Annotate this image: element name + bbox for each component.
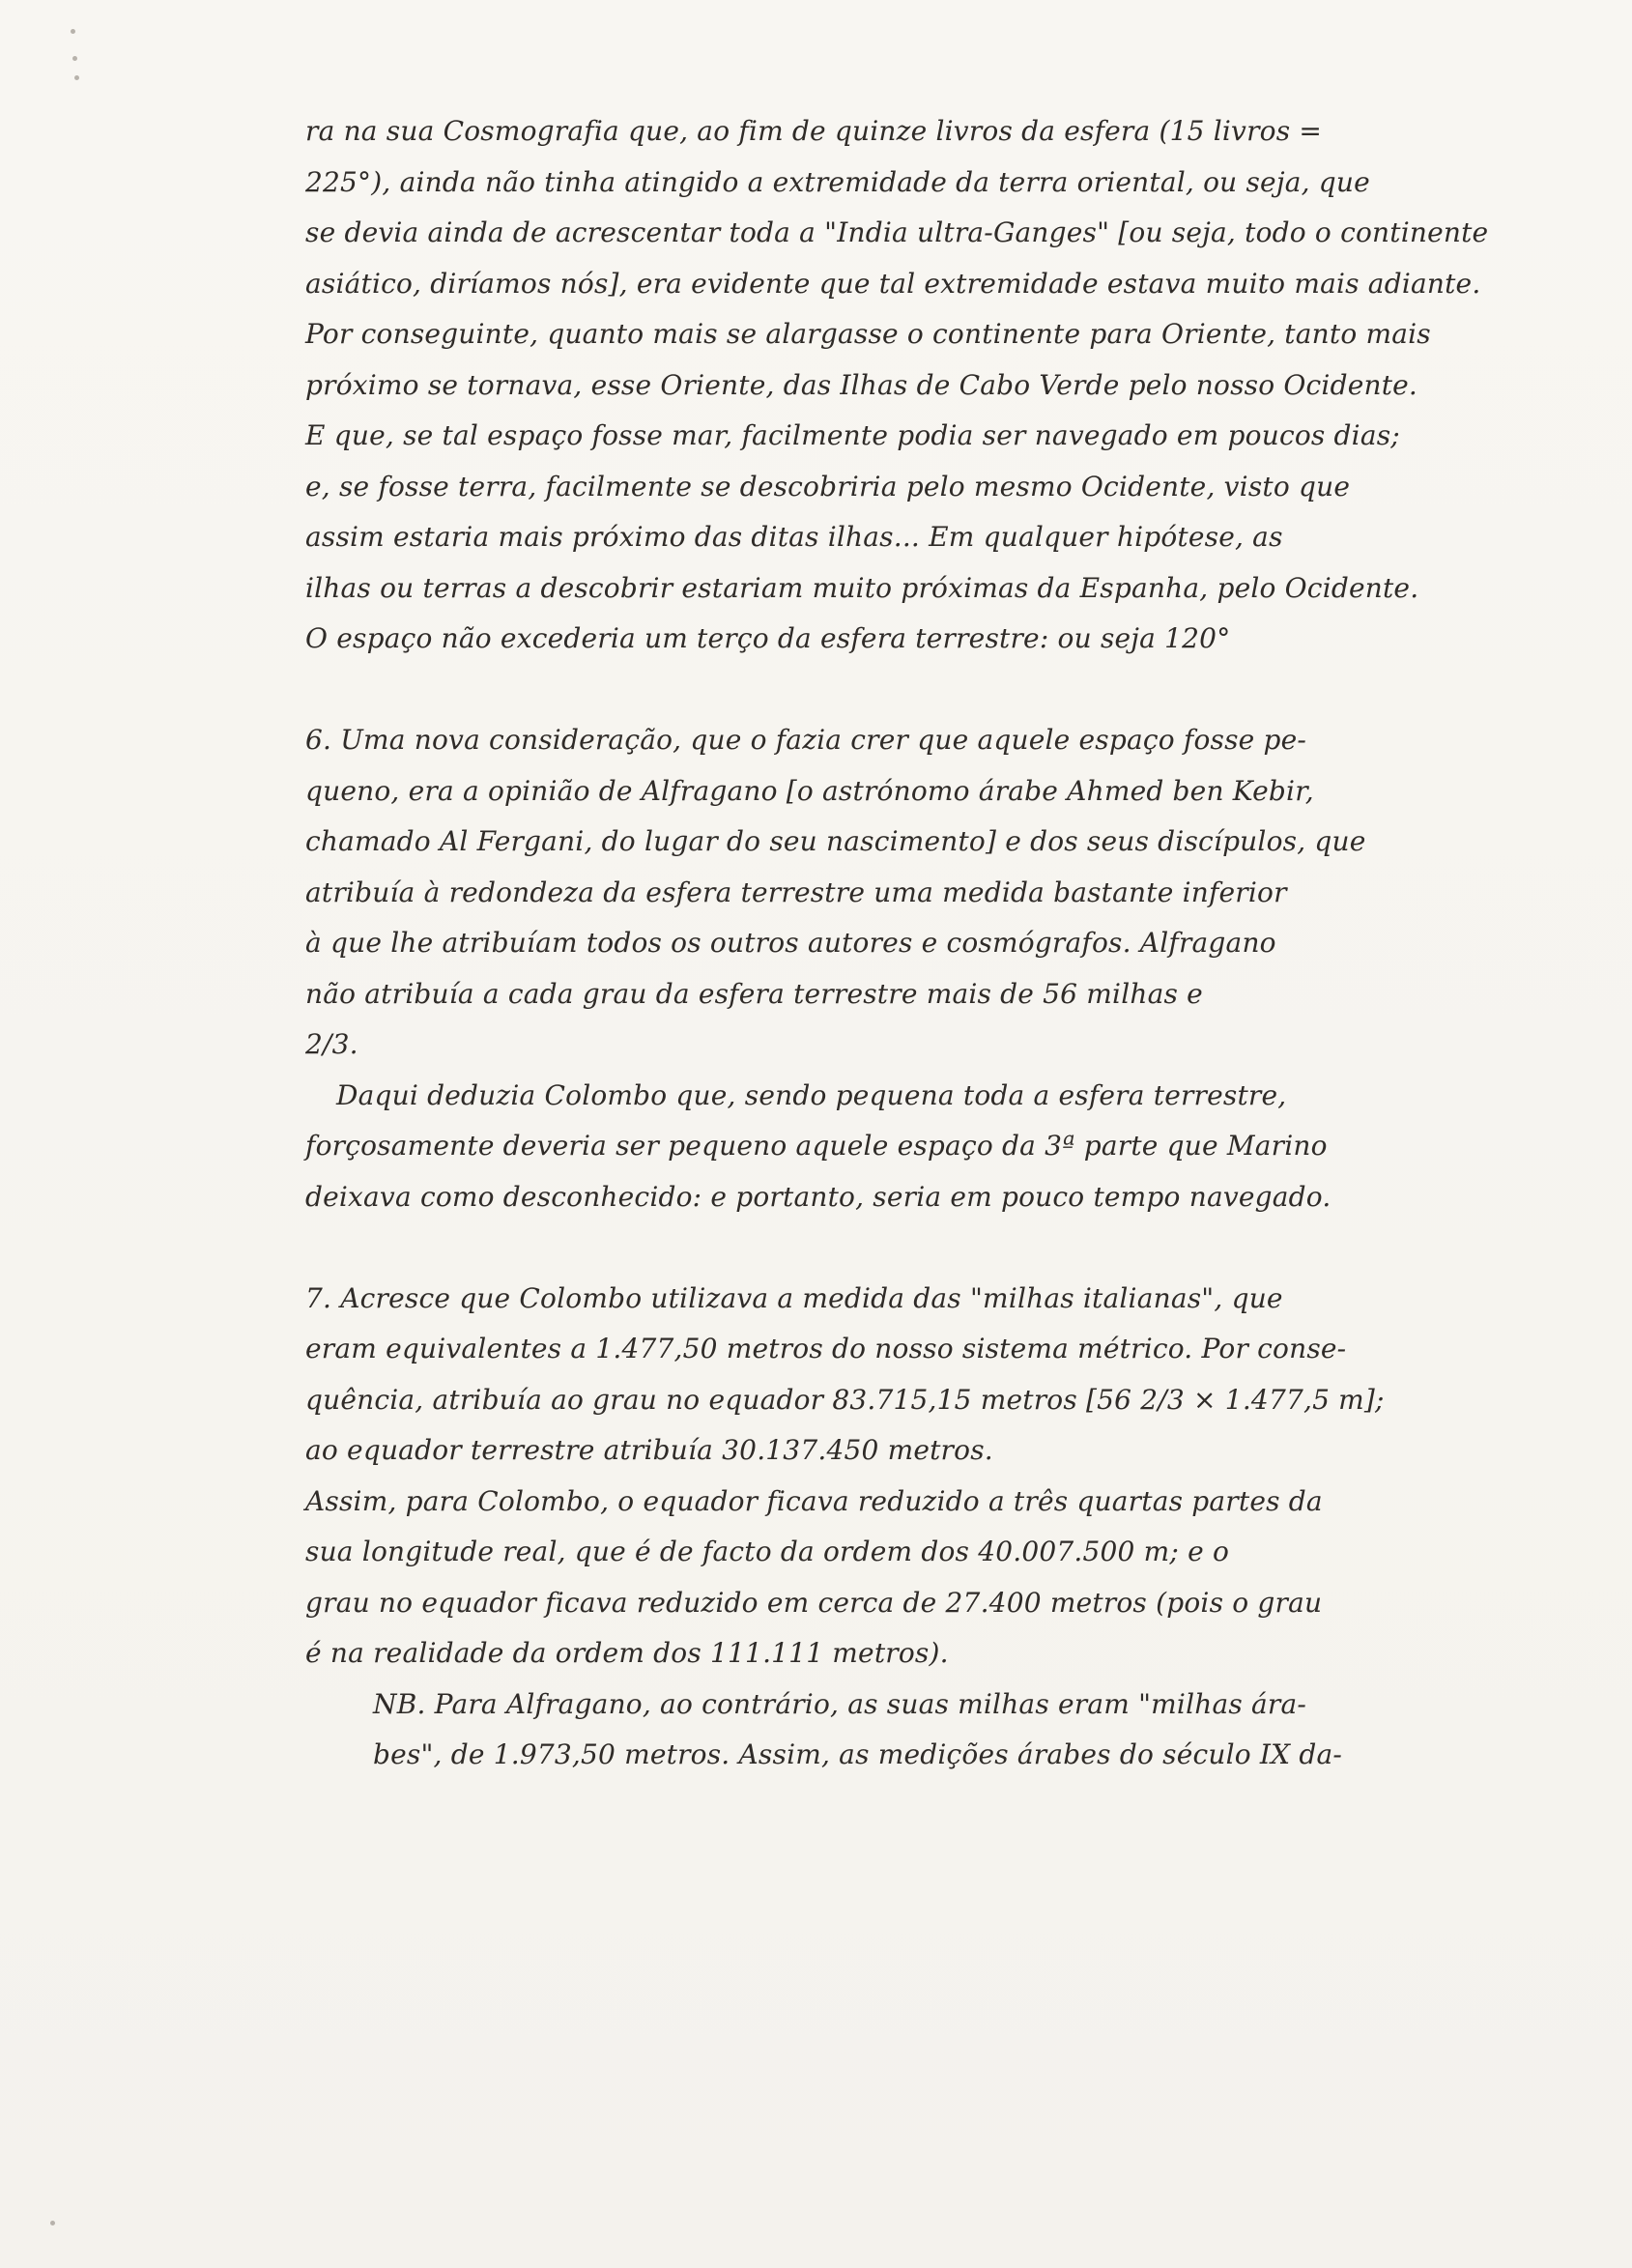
paragraph-gap — [305, 1222, 1581, 1274]
text-line: forçosamente deveria ser pequeno aquele espaço da 3ª parte que Marino — [305, 1130, 1328, 1162]
text-line: à que lhe atribuíam todos os outros autores e cosmógrafos. Alfragano — [305, 927, 1276, 959]
handwritten-text — [305, 106, 1581, 1781]
text-line: se devia ainda de acrescentar toda a "India ultra-Ganges" [ou seja, todo o continente — [305, 216, 1489, 248]
text-line: ra na sua Cosmografia que, ao fim de quinze livros da esfera (15 livros = — [305, 115, 1323, 147]
margin-mark — [72, 56, 77, 61]
text-line: e, se fosse terra, facilmente se descobriria pelo mesmo Ocidente, visto que — [305, 470, 1351, 502]
text-line: 225°), ainda não tinha atingido a extremidade da terra oriental, ou seja, que — [305, 165, 1370, 198]
text-line: Daqui deduzia Colombo que, sendo pequena toda a esfera terrestre, — [336, 1078, 1287, 1111]
text-line: próximo se tornava, esse Oriente, das Ilhas de Cabo Verde pelo nosso Ocidente. — [305, 368, 1418, 401]
text-line: queno, era a opinião de Alfragano [o astrónomo árabe Ahmed ben Kebir, — [305, 774, 1314, 807]
text-line: eram equivalentes a 1.477,50 metros do nosso sistema métrico. Por conse- — [305, 1333, 1347, 1364]
text-line: assim estaria mais próximo das ditas ilhas... Em qualquer hipótese, as — [305, 521, 1283, 553]
text-line: Por conseguinte, quanto mais se alargasse o continente para Oriente, tanto mais — [305, 318, 1431, 350]
text-line: ilhas ou terras a descobrir estariam muito próximas da Espanha, pelo Ocidente. — [305, 571, 1419, 604]
text-line: bes", de 1.973,50 metros. Assim, as medições árabes do século IX da- — [373, 1738, 1343, 1770]
text-line: não atribuía a cada grau da esfera terrestre mais de 56 milhas e — [305, 977, 1203, 1010]
text-line: deixava como desconhecido: e portanto, seria em pouco tempo navegado. — [305, 1180, 1331, 1213]
text-line: NB. Para Alfragano, ao contrário, as suas milhas eram "milhas ára- — [373, 1687, 1307, 1720]
text-line: é na realidade da ordem dos 111.111 metros). — [305, 1637, 949, 1669]
text-line: quência, atribuía ao grau no equador 83.715,15 metros [56 2/3 × 1.477,5 m]; — [305, 1383, 1385, 1416]
text-line: E que, se tal espaço fosse mar, facilmente podia ser navegado em poucos dias; — [305, 419, 1400, 451]
text-line: ao equador terrestre atribuía 30.137.450 metros. — [305, 1434, 993, 1466]
paragraph-gap — [305, 665, 1581, 716]
text-line: 2/3. — [305, 1028, 358, 1060]
text-line: atribuía à redondeza da esfera terrestre uma medida bastante inferior — [305, 876, 1287, 908]
text-line: chamado Al Fergani, do lugar do seu nascimento] e dos seus discípulos, que — [305, 825, 1366, 857]
text-line: O espaço não excederia um terço da esfera terrestre: ou seja 120° — [305, 622, 1231, 654]
text-line: sua longitude real, que é de facto da ordem dos 40.007.500 m; e o — [305, 1536, 1230, 1567]
text-line: grau no equador ficava reduzido em cerca de 27.400 metros (pois o grau — [305, 1586, 1323, 1619]
text-line: 7. Acresce que Colombo utilizava a medida das "milhas italianas", que — [305, 1281, 1283, 1314]
text-line: 6. Uma nova consideração, que o fazia crer que aquele espaço fosse pe- — [305, 724, 1307, 756]
text-line: Assim, para Colombo, o equador ficava reduzido a três quartas partes da — [305, 1484, 1323, 1517]
text-line: asiático, diríamos nós], era evidente que tal extremidade estava muito mais adiante. — [305, 267, 1481, 300]
margin-mark — [50, 2221, 55, 2225]
margin-mark — [71, 29, 75, 34]
margin-mark — [74, 75, 79, 80]
